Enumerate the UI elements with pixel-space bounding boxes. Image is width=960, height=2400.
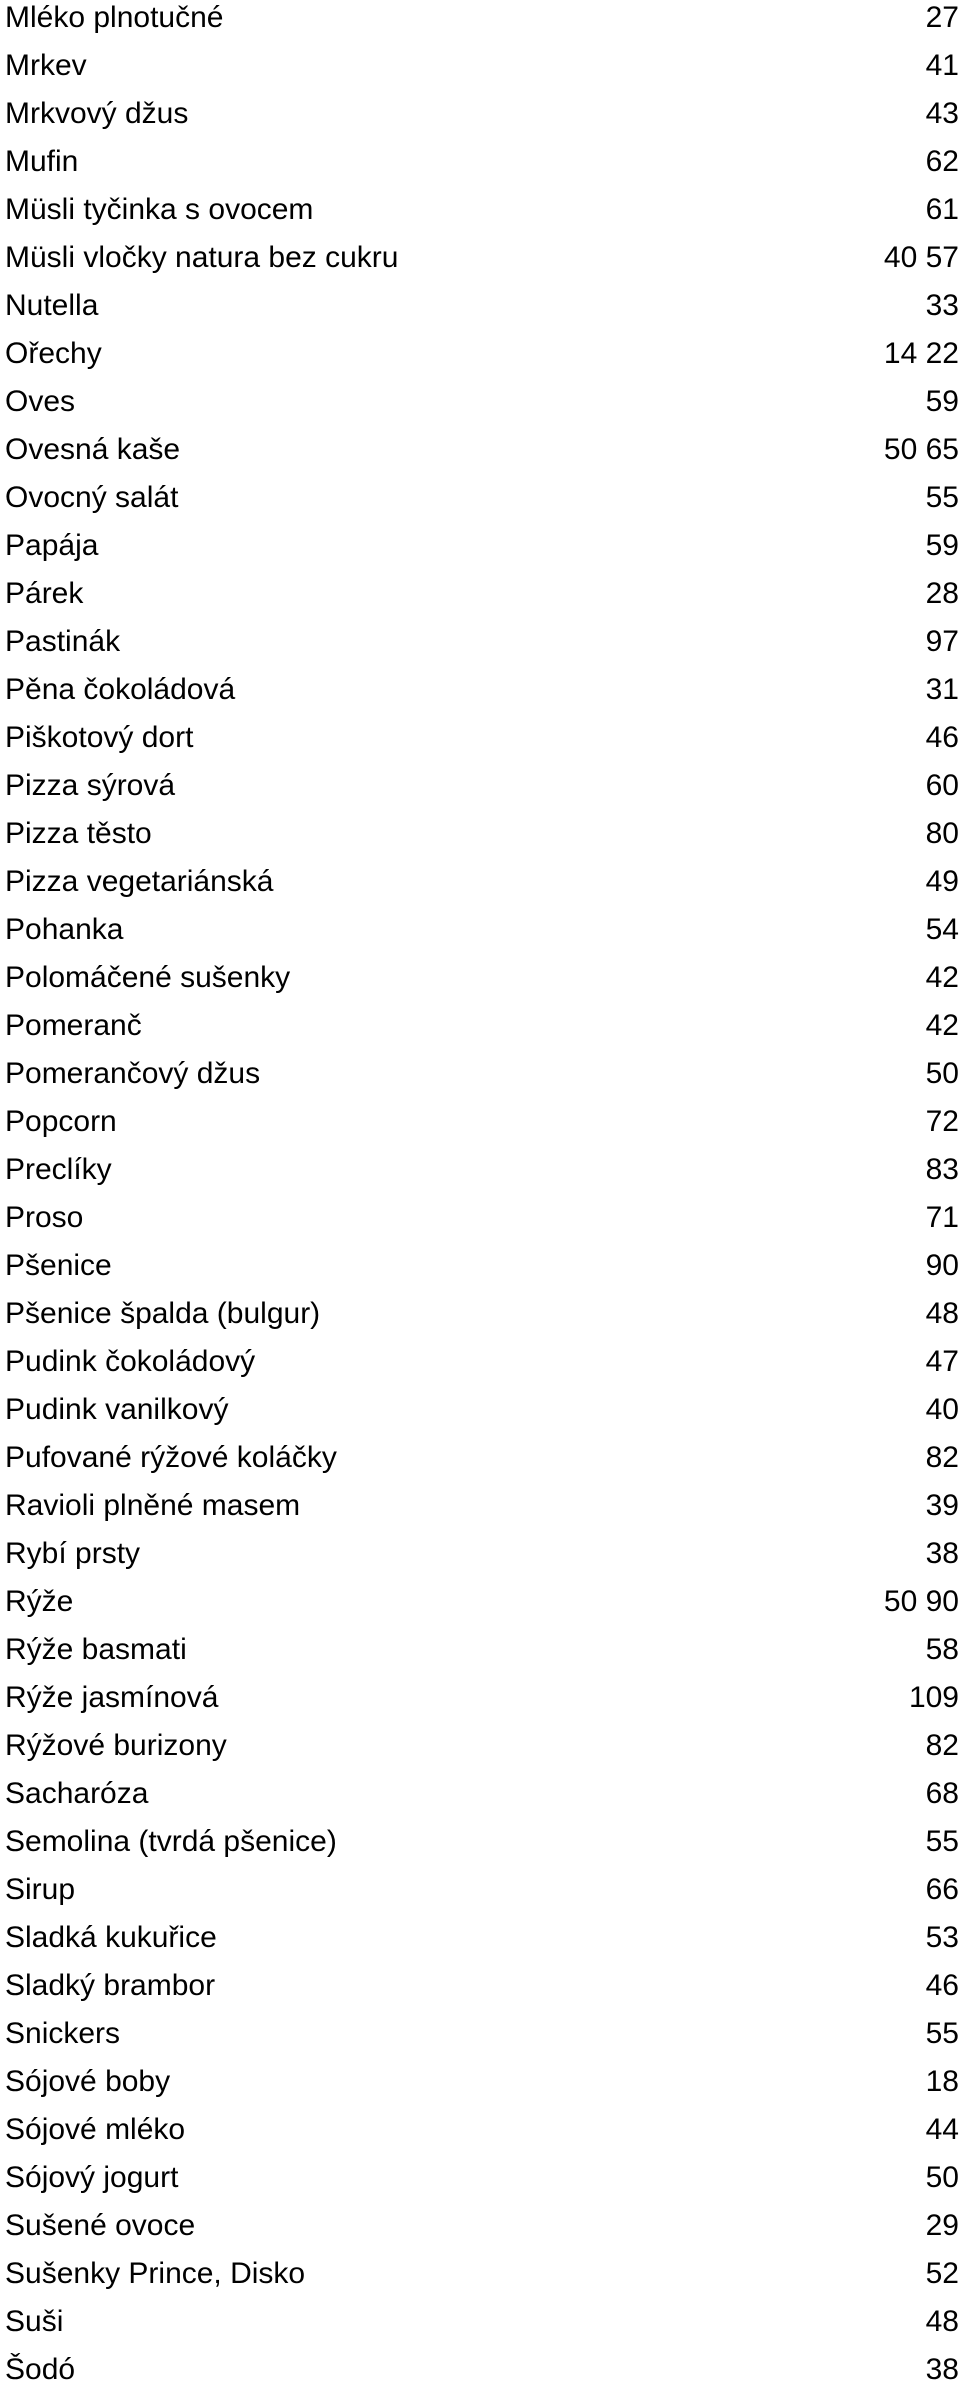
item-value: 39 xyxy=(925,1489,959,1522)
list-item xyxy=(0,1584,960,1632)
item-name: Rybí prsty xyxy=(5,1537,141,1570)
list-item xyxy=(0,1632,960,1680)
item-value: 42 xyxy=(925,1009,959,1042)
list-item xyxy=(0,144,960,192)
list-item xyxy=(0,2256,960,2304)
item-value: 55 xyxy=(925,481,959,514)
item-value: 38 xyxy=(925,2353,959,2386)
item-name: Sladký brambor xyxy=(5,1969,216,2002)
list-item xyxy=(0,2208,960,2256)
item-value: 49 xyxy=(925,865,959,898)
item-name: Pizza těsto xyxy=(5,817,152,850)
item-value: 31 xyxy=(925,673,959,706)
item-name: Sójové mléko xyxy=(5,2113,186,2146)
item-value: 48 xyxy=(925,1297,959,1330)
item-value: 72 xyxy=(925,1105,959,1138)
list-item xyxy=(0,2016,960,2064)
list-item xyxy=(0,576,960,624)
list-item xyxy=(0,1536,960,1584)
list-item xyxy=(0,1152,960,1200)
item-name: Pěna čokoládová xyxy=(5,673,236,706)
item-value: 66 xyxy=(925,1873,959,1906)
item-value: 60 xyxy=(925,769,959,802)
item-name: Sójový jogurt xyxy=(5,2161,179,2194)
item-value: 90 xyxy=(925,1249,959,1282)
item-name: Suši xyxy=(5,2305,64,2338)
item-value: 46 xyxy=(925,1969,959,2002)
item-name: Ravioli plněné masem xyxy=(5,1489,301,1522)
item-value: 40 57 xyxy=(883,241,959,274)
list-item xyxy=(0,912,960,960)
item-name: Pšenice špalda (bulgur) xyxy=(5,1297,321,1330)
list-item xyxy=(0,1056,960,1104)
item-name: Proso xyxy=(5,1201,84,1234)
item-name: Müsli vločky natura bez cukru xyxy=(5,241,399,274)
item-name: Mufin xyxy=(5,145,79,178)
list-item xyxy=(0,48,960,96)
item-name: Pizza vegetariánská xyxy=(5,865,274,898)
item-name: Pizza sýrová xyxy=(5,769,176,802)
item-name: Sójové boby xyxy=(5,2065,171,2098)
item-value: 50 90 xyxy=(883,1585,959,1618)
list-item xyxy=(0,432,960,480)
item-value: 44 xyxy=(925,2113,959,2146)
item-name: Rýže basmati xyxy=(5,1633,187,1666)
item-name: Ořechy xyxy=(5,337,102,370)
item-name: Popcorn xyxy=(5,1105,117,1138)
list-item xyxy=(0,816,960,864)
list-item xyxy=(0,96,960,144)
list-item xyxy=(0,1392,960,1440)
item-value: 52 xyxy=(925,2257,959,2290)
item-name: Papája xyxy=(5,529,99,562)
list-item xyxy=(0,480,960,528)
item-value: 27 xyxy=(925,1,959,34)
list-item xyxy=(0,2304,960,2352)
item-value: 48 xyxy=(925,2305,959,2338)
list-item xyxy=(0,1104,960,1152)
item-name: Sušené ovoce xyxy=(5,2209,196,2242)
item-value: 33 xyxy=(925,289,959,322)
item-name: Preclíky xyxy=(5,1153,112,1186)
item-name: Mrkev xyxy=(5,49,87,82)
item-name: Sušenky Prince, Disko xyxy=(5,2257,306,2290)
item-name: Rýžové burizony xyxy=(5,1729,227,1762)
item-value: 58 xyxy=(925,1633,959,1666)
list-item xyxy=(0,1248,960,1296)
item-name: Ovocný salát xyxy=(5,481,179,514)
item-value: 14 22 xyxy=(883,337,959,370)
item-value: 55 xyxy=(925,1825,959,1858)
item-name: Polomáčené sušenky xyxy=(5,961,291,994)
item-value: 50 xyxy=(925,1057,959,1090)
list-item xyxy=(0,1920,960,1968)
list-item xyxy=(0,384,960,432)
item-value: 40 xyxy=(925,1393,959,1426)
item-value: 59 xyxy=(925,385,959,418)
item-name: Mléko plnotučné xyxy=(5,1,224,34)
item-name: Sirup xyxy=(5,1873,76,1906)
list-item xyxy=(0,768,960,816)
item-value: 80 xyxy=(925,817,959,850)
item-value: 54 xyxy=(925,913,959,946)
item-name: Oves xyxy=(5,385,76,418)
list-item xyxy=(0,960,960,1008)
list-item xyxy=(0,1200,960,1248)
item-value: 50 xyxy=(925,2161,959,2194)
list-item xyxy=(0,672,960,720)
item-value: 46 xyxy=(925,721,959,754)
item-value: 82 xyxy=(925,1441,959,1474)
list-item xyxy=(0,528,960,576)
item-value: 61 xyxy=(925,193,959,226)
list-item xyxy=(0,2352,960,2400)
list-item xyxy=(0,2160,960,2208)
list-item xyxy=(0,240,960,288)
list-item xyxy=(0,624,960,672)
item-value: 55 xyxy=(925,2017,959,2050)
list-item xyxy=(0,1872,960,1920)
item-name: Nutella xyxy=(5,289,99,322)
item-name: Müsli tyčinka s ovocem xyxy=(5,193,314,226)
list-item xyxy=(0,2112,960,2160)
item-value: 68 xyxy=(925,1777,959,1810)
list-item xyxy=(0,1440,960,1488)
item-value: 47 xyxy=(925,1345,959,1378)
item-value: 28 xyxy=(925,577,959,610)
list-item xyxy=(0,1296,960,1344)
list-item xyxy=(0,288,960,336)
item-name: Ovesná kaše xyxy=(5,433,181,466)
item-value: 29 xyxy=(925,2209,959,2242)
item-name: Pudink čokoládový xyxy=(5,1345,256,1378)
item-name: Rýže jasmínová xyxy=(5,1681,219,1714)
item-name: Sacharóza xyxy=(5,1777,149,1810)
list-item xyxy=(0,0,960,48)
item-name: Semolina (tvrdá pšenice) xyxy=(5,1825,337,1858)
item-value: 97 xyxy=(925,625,959,658)
list-item xyxy=(0,1728,960,1776)
item-value: 59 xyxy=(925,529,959,562)
item-name: Párek xyxy=(5,577,84,610)
list-item xyxy=(0,2064,960,2112)
list-item xyxy=(0,336,960,384)
item-name: Pomerančový džus xyxy=(5,1057,261,1090)
item-name: Pomeranč xyxy=(5,1009,142,1042)
list-item xyxy=(0,864,960,912)
list-item xyxy=(0,1488,960,1536)
item-name: Snickers xyxy=(5,2017,121,2050)
list-item xyxy=(0,192,960,240)
item-value: 62 xyxy=(925,145,959,178)
item-value: 41 xyxy=(925,49,959,82)
item-name: Piškotový dort xyxy=(5,721,194,754)
item-name: Pufované rýžové koláčky xyxy=(5,1441,337,1474)
list-item xyxy=(0,720,960,768)
list-item xyxy=(0,1824,960,1872)
list-item xyxy=(0,1968,960,2016)
list-item xyxy=(0,1680,960,1728)
item-value: 109 xyxy=(908,1681,959,1714)
item-name: Rýže xyxy=(5,1585,74,1618)
list-item xyxy=(0,1344,960,1392)
item-value: 38 xyxy=(925,1537,959,1570)
item-value: 71 xyxy=(925,1201,959,1234)
item-name: Mrkvový džus xyxy=(5,97,189,130)
list-item xyxy=(0,1776,960,1824)
list-item xyxy=(0,1008,960,1056)
item-value: 50 65 xyxy=(883,433,959,466)
item-value: 43 xyxy=(925,97,959,130)
item-name: Sladká kukuřice xyxy=(5,1921,217,1954)
item-name: Šodó xyxy=(5,2353,76,2386)
item-name: Pohanka xyxy=(5,913,124,946)
item-value: 42 xyxy=(925,961,959,994)
item-value: 83 xyxy=(925,1153,959,1186)
item-name: Pastinák xyxy=(5,625,121,658)
item-name: Pudink vanilkový xyxy=(5,1393,229,1426)
item-name: Pšenice xyxy=(5,1249,112,1282)
item-value: 18 xyxy=(925,2065,959,2098)
item-value: 53 xyxy=(925,1921,959,1954)
item-value: 82 xyxy=(925,1729,959,1762)
